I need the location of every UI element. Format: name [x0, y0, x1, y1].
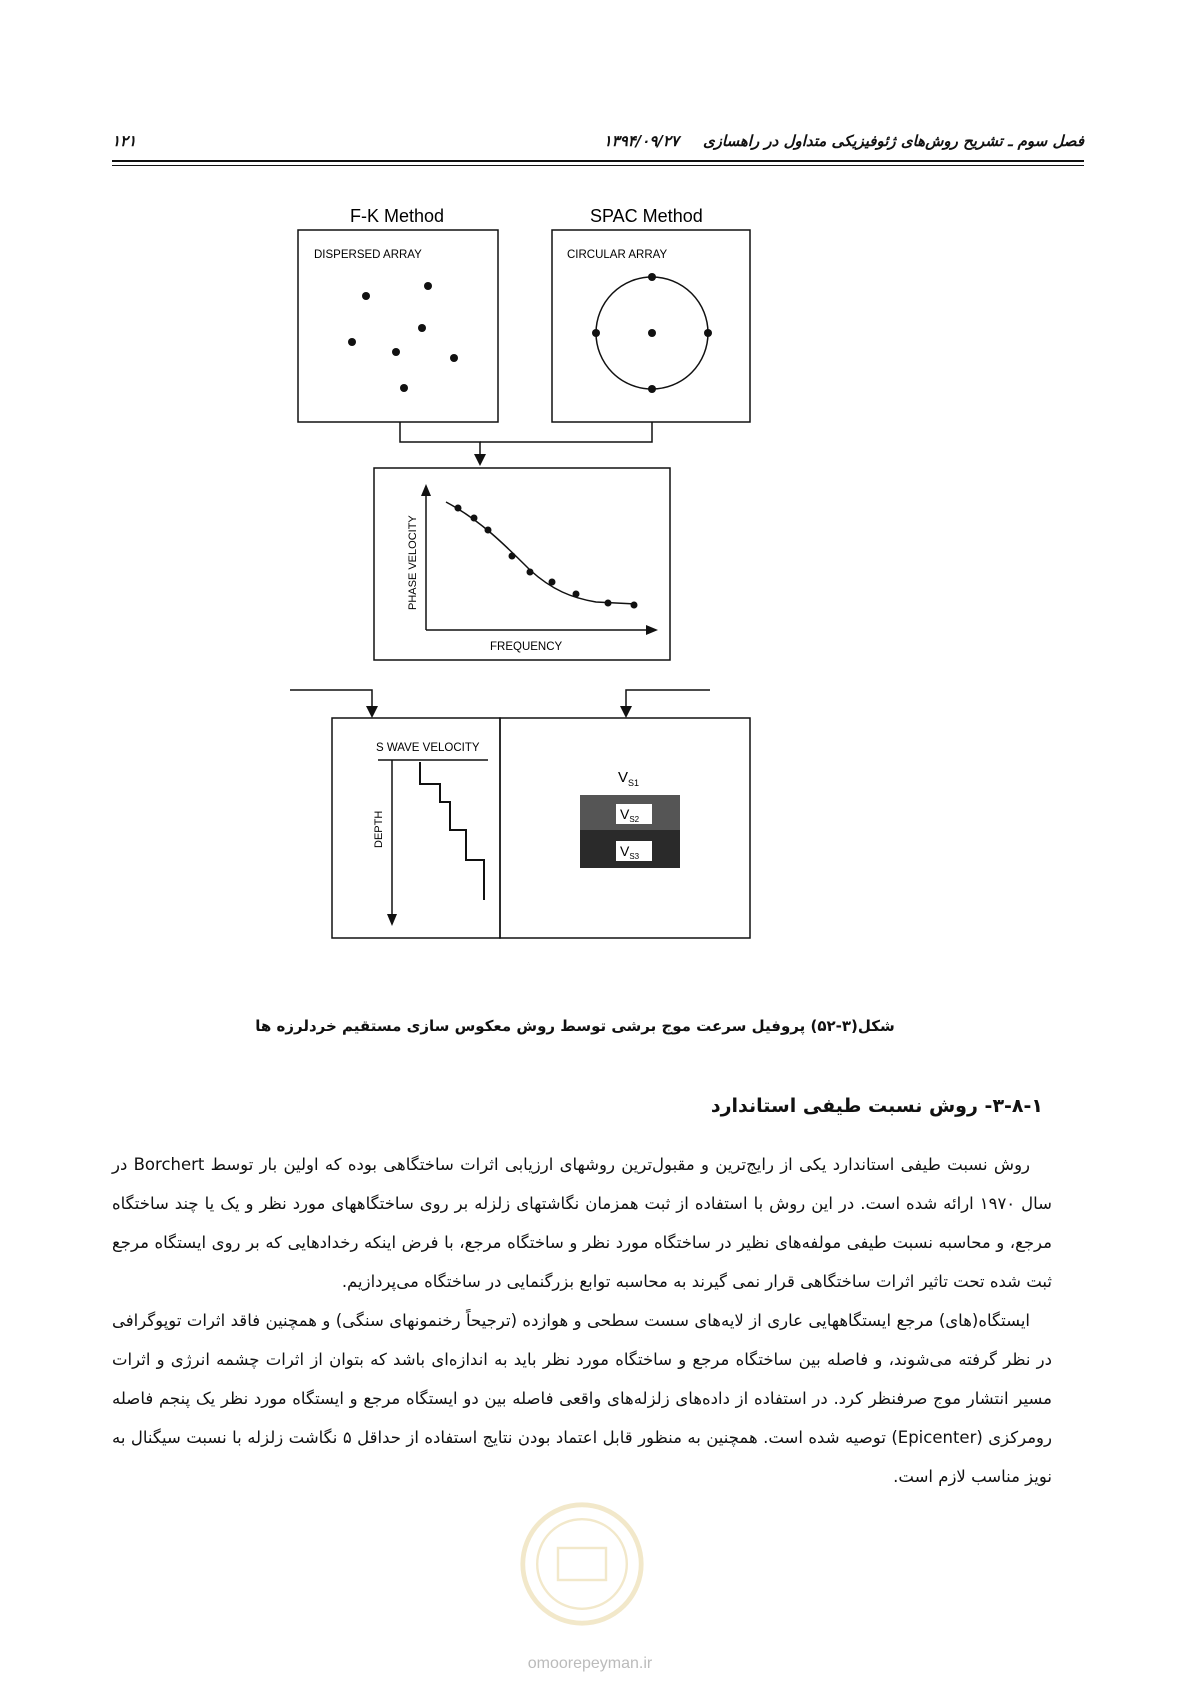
x-axis-arrowhead [646, 625, 658, 635]
vs2-main: V [620, 806, 630, 822]
phase-velocity-label: PHASE VELOCITY [407, 515, 419, 610]
vs2-sub: S2 [629, 815, 640, 824]
header-rule [112, 160, 1084, 162]
body-text [112, 1145, 1052, 1496]
dispersed-array-label: DISPERSED ARRAY [314, 249, 422, 261]
paragraph-2: ایستگاه(های) مرجع ایستگاههایی عاری از لایه‌های سست سطحی و هوازده (ترجیحاً رخنمونهای سنگی) و همچنین فاقد اثرات توپوگرافی در نظر گرفته می‌شوند، و فاصله بین ساختگاه مرجع و ساختگاه مورد نظر باید به اندازه‌ای باشد که بتوان از اثرات چشمه انرژی و اثرات مسیر انتشار موج صرفنظر کرد. در استفاده از داده‌های زلزله‌های واقعی فاصله بین دو ایستگاه مرجع و ایستگاه مورد نظر یک پنجم فاصله رومرکزی (Epicenter) توصیه شده است. همچنین به منظور قابل اعتماد بودن نتایج استفاده از حداقل ۵ نگاشت زلزله با نسبت سیگنال به نویز مناسب لازم است. [112, 1311, 1052, 1486]
header-rule-thin [112, 165, 1084, 166]
vs1-main: V [618, 769, 629, 786]
dispersion-points [455, 505, 638, 609]
arrow-down-middle [474, 454, 486, 466]
connector-fk [400, 422, 480, 462]
figure-caption: شکل(۳-۵۲) پروفیل سرعت موج برشی توسط روش معکوس سازی مستقیم خردلرزه ها [255, 1017, 895, 1035]
chapter-title: فصل سوم ـ تشریح روش‌های ژئوفیزیکی متداول در راهسازی [702, 132, 1084, 150]
header-date: ۱۳۹۴/۰۹/۲۷ [603, 132, 679, 150]
vs3-main: V [620, 843, 630, 859]
watermark-site: omoorepeyman.ir [527, 1655, 653, 1672]
velocity-step-profile [420, 762, 484, 900]
page-number: ۱۲۱ [112, 132, 137, 150]
y-axis-arrowhead [421, 484, 431, 496]
vs1-label [618, 769, 639, 788]
spac-title: SPAC Method [590, 206, 703, 226]
fk-title: F-K Method [350, 206, 445, 226]
depth-arrowhead [387, 914, 397, 926]
section-heading: ۳-۸-۱- روش نسبت طیفی استاندارد [710, 1095, 1043, 1117]
connector-spac [480, 422, 652, 442]
dispersed-points [348, 282, 458, 392]
arrow-down-left [366, 706, 378, 718]
s-wave-velocity-label: S WAVE VELOCITY [376, 742, 480, 754]
vs3-sub: S3 [629, 852, 640, 861]
depth-label: DEPTH [373, 810, 385, 848]
figure-shear-wave-profile [290, 200, 850, 960]
circular-array-label: CIRCULAR ARRAY [567, 249, 668, 261]
connector-left [290, 690, 372, 710]
paragraph-1: روش نسبت طیفی استاندارد یکی از رایج‌ترین و مقبول‌ترین روشهای ارزیابی اثرات ساختگاهی بوده که اولین بار توسط Borchert در سال ۱۹۷۰ ارائه شده است. در این روش با استفاده از ثبت همزمان نگاشتهای زلزله بر روی ساختگاههای مورد نظر و یک یا چند ساختگاه مرجع، و محاسبه نسبت طیفی مولفه‌های نظیر در ساختگاه مورد نظر و ساختگاه مرجع، با فرض اینکه رخدادهایی که بر روی ایستگاه مرجع ثبت شده تحت تاثیر اثرات ساختگاهی قرار نمی گیرند به محاسبه توابع بزرگنمایی در ساختگاه می‌پردازیم. [112, 1155, 1052, 1291]
connector-right [626, 690, 710, 710]
circular-points [592, 273, 712, 393]
arrow-down-right [620, 706, 632, 718]
frequency-label: FREQUENCY [490, 641, 563, 653]
vs1-sub: S1 [628, 778, 640, 788]
